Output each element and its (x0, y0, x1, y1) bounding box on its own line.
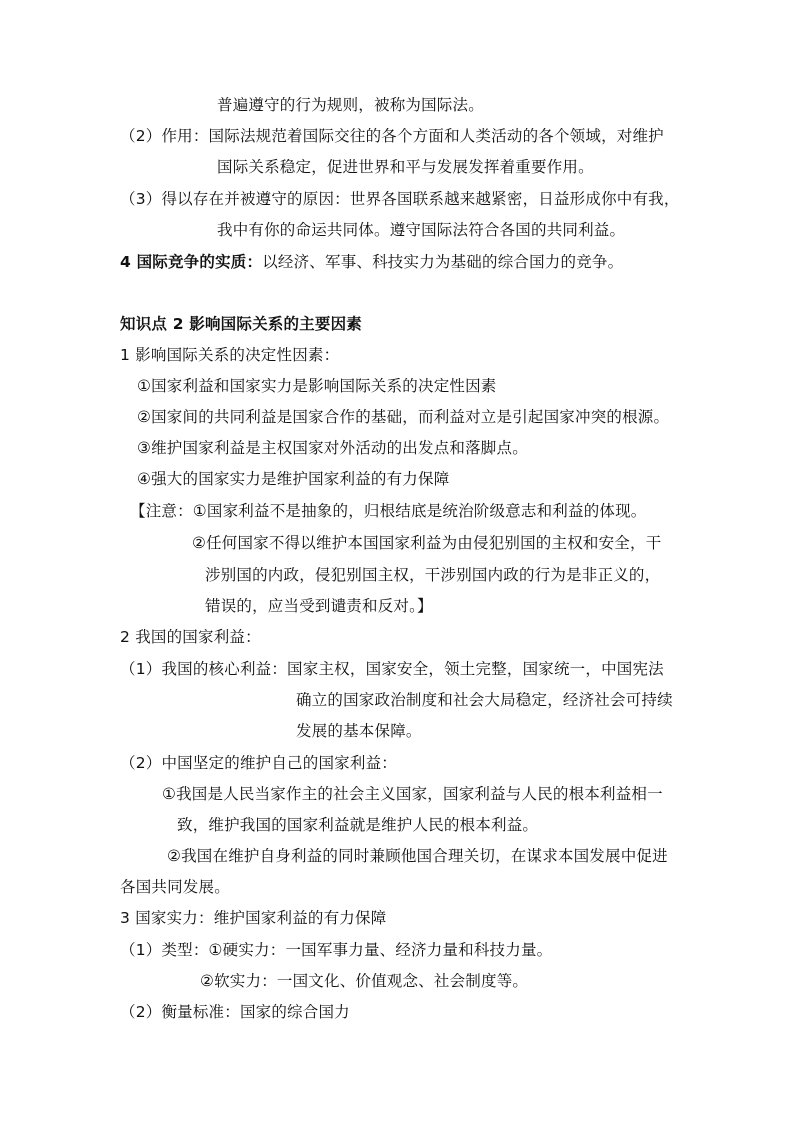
text-line: ②软实力：一国文化、价值观念、社会制度等。 (200, 972, 529, 990)
note-line: 【注意：①国家利益不是抽象的，归根结底是统治阶级意志和利益的体现。 (130, 502, 647, 520)
text-line: （2）中国坚定的维护自己的国家利益： (120, 754, 397, 772)
text-line: 1 影响国际关系的决定性因素： (120, 346, 340, 364)
text-line: ①国家利益和国家实力是影响国际关系的决定性因素 (137, 377, 497, 395)
text-line: 国际关系稳定，促进世界和平与发展发挥着重要作用。 (217, 158, 594, 176)
text-line: ①我国是人民当家作主的社会主义国家，国家利益与人民的根本利益相一 (162, 785, 663, 803)
text-line: 各国共同发展。 (120, 878, 230, 896)
note-line: ②任何国家不得以维护本国国家利益为由侵犯别国的主权和安全，干 (192, 534, 662, 552)
text-line: 普遍遵守的行为规则，被称为国际法。 (217, 96, 484, 114)
text-line: 3 国家实力：维护国家利益的有力保障 (120, 909, 387, 927)
section-heading: 知识点 2 影响国际关系的主要因素 (120, 315, 362, 333)
text-line: ②国家间的共同利益是国家合作的基础，而利益对立是引起国家冲突的根源。 (137, 408, 670, 426)
text-line: 确立的国家政治制度和社会大局稳定，经济社会可持续 (296, 691, 673, 709)
text-line: ②我国在维护自身利益的同时兼顾他国合理关切，在谋求本国发展中促进 (167, 847, 668, 865)
text-line: （2）衡量标准：国家的综合国力 (120, 1003, 350, 1021)
text-line (120, 251, 623, 273)
text-line: （2）作用：国际法规范着国际交往的各个方面和人类活动的各个领域，对维护 (120, 127, 664, 145)
line-rest: 以经济、军事、科技实力为基础的综合国力的竞争。 (262, 253, 624, 271)
note-line: 涉别国的内政，侵犯别国主权，干涉别国内政的行为是非正义的， (205, 566, 661, 584)
text-line: 我中有你的命运共同体。遵守国际法符合各国的共同利益。 (217, 221, 626, 239)
note-line: 错误的，应当受到谴责和反对。】 (205, 597, 433, 615)
text-line: （3）得以存在并被遵守的原因：世界各国联系越来越紧密，日益形成你中有我， (120, 190, 680, 208)
text-line: 致，维护我国的国家利益就是维护人民的根本利益。 (177, 816, 539, 834)
bold-lead: 4 国际竞争的实质： (120, 253, 263, 271)
text-line: ④强大的国家实力是维护国家利益的有力保障 (137, 470, 450, 488)
text-line: ③维护国家利益是主权国家对外活动的出发点和落脚点。 (137, 439, 528, 457)
text-line: （1）类型：①硬实力：一国军事力量、经济力量和科技力量。 (120, 941, 553, 959)
text-line: 发展的基本保障。 (296, 722, 422, 740)
text-line: 2 我国的国家利益： (120, 628, 261, 646)
text-line: （1）我国的核心利益：国家主权，国家安全，领土完整，国家统一，中国宪法 (120, 660, 664, 678)
